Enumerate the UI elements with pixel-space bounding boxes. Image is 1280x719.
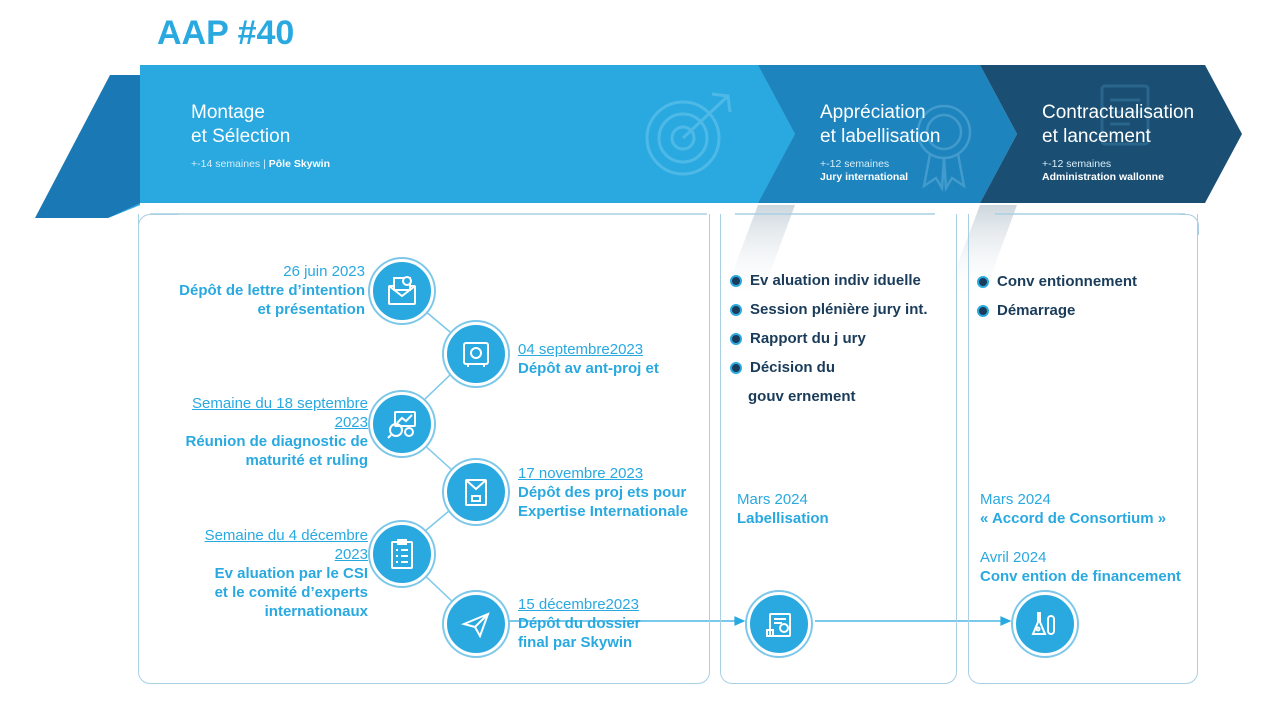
step-label: Ev aluation par le CSI — [214, 565, 368, 582]
phase-contract-sub: +-12 semaines Administration wallonne — [1042, 158, 1164, 183]
appreciation-list — [730, 266, 955, 411]
contract-milestone-1: Mars 2024 « Accord de Consortium » — [980, 491, 1167, 527]
contract-list — [977, 267, 1192, 325]
step-date: 04 septembre2023 — [518, 341, 644, 358]
phase-appreciation-sub: +-12 semaines Jury international — [820, 158, 909, 183]
list-item-continuation: gouv ernement — [748, 388, 856, 405]
phase-contract-title: Contractualisation et lancement — [1042, 102, 1195, 147]
list-item: Ev aluation indiv iduelle — [730, 266, 955, 295]
list-item: Démarrage — [977, 296, 1192, 325]
step-3: Semaine du 18 septembre 2023 Réunion de diagnostic de maturité et ruling — [140, 394, 368, 470]
phase-montage-sub: +-14 semaines | Pôle Skywin — [191, 158, 331, 170]
page-title: AAP #40 — [157, 14, 295, 52]
list-item: Décision du — [730, 353, 955, 382]
step-label: Dépôt av ant-proj et — [518, 360, 659, 377]
step-date: Semaine du 4 décembre — [204, 527, 368, 544]
paper-plane-icon — [444, 592, 508, 656]
step-date: 26 juin 2023 — [283, 263, 365, 280]
checklist-icon — [370, 522, 434, 586]
step-label: Réunion de diagnostic de — [185, 433, 368, 450]
step-label: Dépôt de lettre d’intention — [179, 282, 365, 299]
step-2 — [518, 340, 708, 378]
flasks-icon — [1013, 592, 1077, 656]
list-item: Rapport du j ury — [730, 324, 955, 353]
analysis-icon — [370, 392, 434, 456]
banner-fold — [35, 75, 140, 218]
envelope-icon — [370, 259, 434, 323]
list-item: Conv entionnement — [977, 267, 1192, 296]
step-label: Dépôt du dossier — [518, 615, 641, 632]
step-date: Semaine du 18 septembre — [192, 395, 368, 412]
step-5: Semaine du 4 décembre 2023 Ev aluation par le CSI et le comité d’experts internationaux — [140, 526, 368, 621]
certificate-icon — [747, 592, 811, 656]
labellisation-milestone: Mars 2024 Labellisation — [737, 491, 829, 527]
folder-icon — [444, 460, 508, 524]
step-label: Dépôt des proj ets pour — [518, 484, 687, 501]
safe-icon — [444, 322, 508, 386]
contract-milestone-2: Avril 2024 Conv ention de financement — [980, 549, 1181, 585]
step-4: 17 novembre 2023 Dépôt des proj ets pour Expertise Internationale — [518, 464, 710, 521]
step-date: 17 novembre 2023 — [518, 465, 644, 482]
list-item: Session plénière jury int. — [730, 295, 955, 324]
step-1: 26 juin 2023 Dépôt de lettre d’intention et présentation — [140, 262, 365, 319]
step-date: 15 décembre2023 — [518, 596, 639, 613]
step-6: 15 décembre2023 Dépôt du dossier final par Skywin — [518, 595, 708, 652]
phase-montage-title: Montage et Sélection — [191, 102, 291, 147]
phase-appreciation-title: Appréciation et labellisation — [820, 102, 941, 147]
